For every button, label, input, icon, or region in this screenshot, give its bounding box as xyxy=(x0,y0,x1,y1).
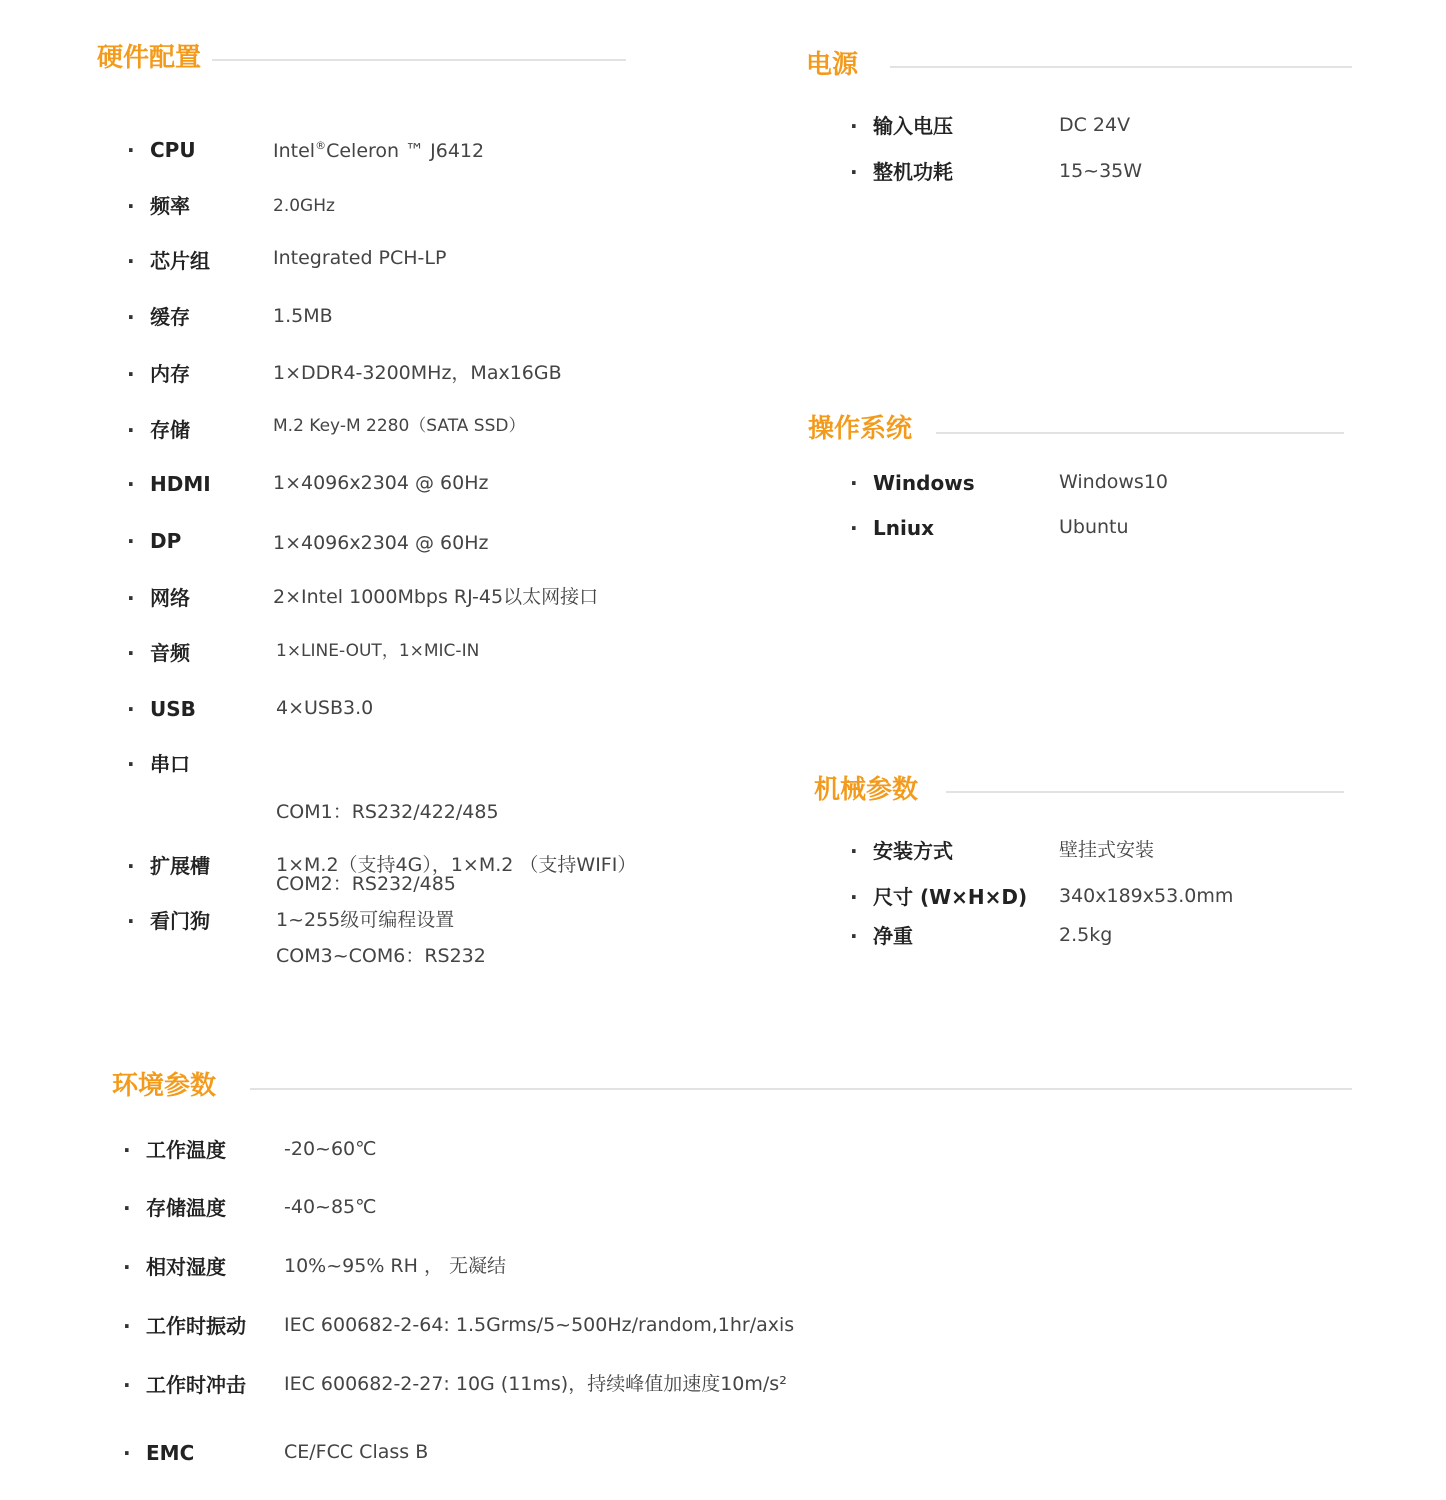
section-title-hardware: 硬件配置 xyxy=(97,43,202,73)
bullet-icon: · xyxy=(127,194,135,218)
section-divider-hardware xyxy=(212,59,626,61)
spec-label: CPU xyxy=(150,138,196,162)
bullet-icon: · xyxy=(127,472,135,496)
spec-value: 1×M.2（支持4G），1×M.2 （支持WIFI） xyxy=(276,854,637,876)
spec-label: 芯片组 xyxy=(150,249,210,273)
spec-value: Windows10 xyxy=(1059,471,1168,493)
spec-value: Intel®Celeron ™ J6412 xyxy=(273,139,485,162)
serial-line: COM1：RS232/422/485 xyxy=(276,801,499,823)
bullet-icon: · xyxy=(850,885,858,909)
bullet-icon: · xyxy=(850,516,858,540)
bullet-icon: · xyxy=(123,1314,131,1338)
section-divider-mechanical xyxy=(946,791,1344,793)
spec-value: Integrated PCH-LP xyxy=(273,247,447,269)
bullet-icon: · xyxy=(127,305,135,329)
bullet-icon: · xyxy=(123,1373,131,1397)
bullet-icon: · xyxy=(127,697,135,721)
spec-label: Windows xyxy=(873,471,975,495)
spec-value: 1×4096x2304 @ 60Hz xyxy=(273,472,489,494)
bullet-icon: · xyxy=(127,418,135,442)
spec-value: 壁挂式安装 xyxy=(1059,839,1155,861)
spec-label: 音频 xyxy=(150,641,190,665)
spec-value: Ubuntu xyxy=(1059,516,1129,538)
spec-label: 存储温度 xyxy=(146,1196,226,1220)
section-title-mechanical: 机械参数 xyxy=(814,775,919,805)
spec-label: Lniux xyxy=(873,516,934,540)
spec-value: 1×4096x2304 @ 60Hz xyxy=(273,532,489,554)
spec-label: 工作时振动 xyxy=(146,1314,246,1338)
spec-label: 内存 xyxy=(150,362,190,386)
spec-value: M.2 Key-M 2280（SATA SSD） xyxy=(273,416,526,436)
spec-value: 1×DDR4-3200MHz，Max16GB xyxy=(273,362,562,384)
spec-label: HDMI xyxy=(150,472,211,496)
spec-label: 存储 xyxy=(150,418,190,442)
bullet-icon: · xyxy=(127,641,135,665)
bullet-icon: · xyxy=(123,1441,131,1465)
spec-value: 4×USB3.0 xyxy=(276,697,374,719)
section-divider-environment xyxy=(250,1088,1352,1090)
section-title-os: 操作系统 xyxy=(808,414,913,444)
bullet-icon: · xyxy=(123,1196,131,1220)
bullet-icon: · xyxy=(850,160,858,184)
spec-label: 网络 xyxy=(150,586,190,610)
bullet-icon: · xyxy=(127,854,135,878)
spec-label: 相对湿度 xyxy=(146,1255,226,1279)
spec-value: 10%~95% RH ， 无凝结 xyxy=(284,1255,506,1277)
section-title-power: 电源 xyxy=(806,50,859,80)
bullet-icon: · xyxy=(127,909,135,933)
section-divider-os xyxy=(936,432,1344,434)
spec-label: 输入电压 xyxy=(873,114,953,138)
spec-label: 工作时冲击 xyxy=(146,1373,246,1397)
bullet-icon: · xyxy=(127,362,135,386)
spec-label: 扩展槽 xyxy=(150,854,210,878)
serial-line: COM3~COM6：RS232 xyxy=(276,945,486,967)
bullet-icon: · xyxy=(127,138,135,162)
spec-value: IEC 600682-2-64: 1.5Grms/5~500Hz/random,1hr/axis xyxy=(284,1314,795,1336)
spec-label: 安装方式 xyxy=(873,839,953,863)
bullet-icon: · xyxy=(127,586,135,610)
spec-label: 整机功耗 xyxy=(873,160,953,184)
spec-label: USB xyxy=(150,697,196,721)
spec-value: -20~60℃ xyxy=(284,1138,377,1160)
spec-label: 看门狗 xyxy=(150,909,210,933)
spec-label: 净重 xyxy=(873,924,913,948)
spec-value: 2.5kg xyxy=(1059,924,1113,946)
spec-label: EMC xyxy=(146,1441,195,1465)
bullet-icon: · xyxy=(127,752,135,776)
spec-label: DP xyxy=(150,529,182,553)
section-divider-power xyxy=(890,66,1352,68)
bullet-icon: · xyxy=(850,839,858,863)
spec-label: 尺寸 (W×H×D) xyxy=(873,885,1028,909)
spec-value: 1×LINE-OUT，1×MIC-IN xyxy=(276,641,480,661)
bullet-icon: · xyxy=(850,924,858,948)
spec-value: 340x189x53.0mm xyxy=(1059,885,1234,907)
spec-label: 缓存 xyxy=(150,305,190,329)
bullet-icon: · xyxy=(127,529,135,553)
spec-value: IEC 600682-2-27: 10G (11ms)，持续峰值加速度10m/s² xyxy=(284,1373,787,1395)
bullet-icon: · xyxy=(123,1255,131,1279)
registered-mark: ® xyxy=(315,139,327,152)
bullet-icon: · xyxy=(123,1138,131,1162)
spec-value: -40~85℃ xyxy=(284,1196,377,1218)
spec-label: 工作温度 xyxy=(146,1138,226,1162)
spec-label: 串口 xyxy=(150,752,190,776)
spec-value: DC 24V xyxy=(1059,114,1131,136)
spec-value: 2.0GHz xyxy=(273,196,335,216)
spec-value: 15~35W xyxy=(1059,160,1143,182)
spec-value: CE/FCC Class B xyxy=(284,1441,429,1463)
bullet-icon: · xyxy=(850,114,858,138)
spec-value: 2×Intel 1000Mbps RJ-45以太网接口 xyxy=(273,586,599,608)
section-title-environment: 环境参数 xyxy=(112,1071,217,1101)
spec-value: 1.5MB xyxy=(273,305,333,327)
spec-label: 频率 xyxy=(150,194,190,218)
bullet-icon: · xyxy=(850,471,858,495)
spec-value: 1~255级可编程设置 xyxy=(276,909,455,931)
serial-line: COM2：RS232/485 xyxy=(276,873,456,895)
bullet-icon: · xyxy=(127,249,135,273)
spec-value-multiline xyxy=(276,752,499,1016)
